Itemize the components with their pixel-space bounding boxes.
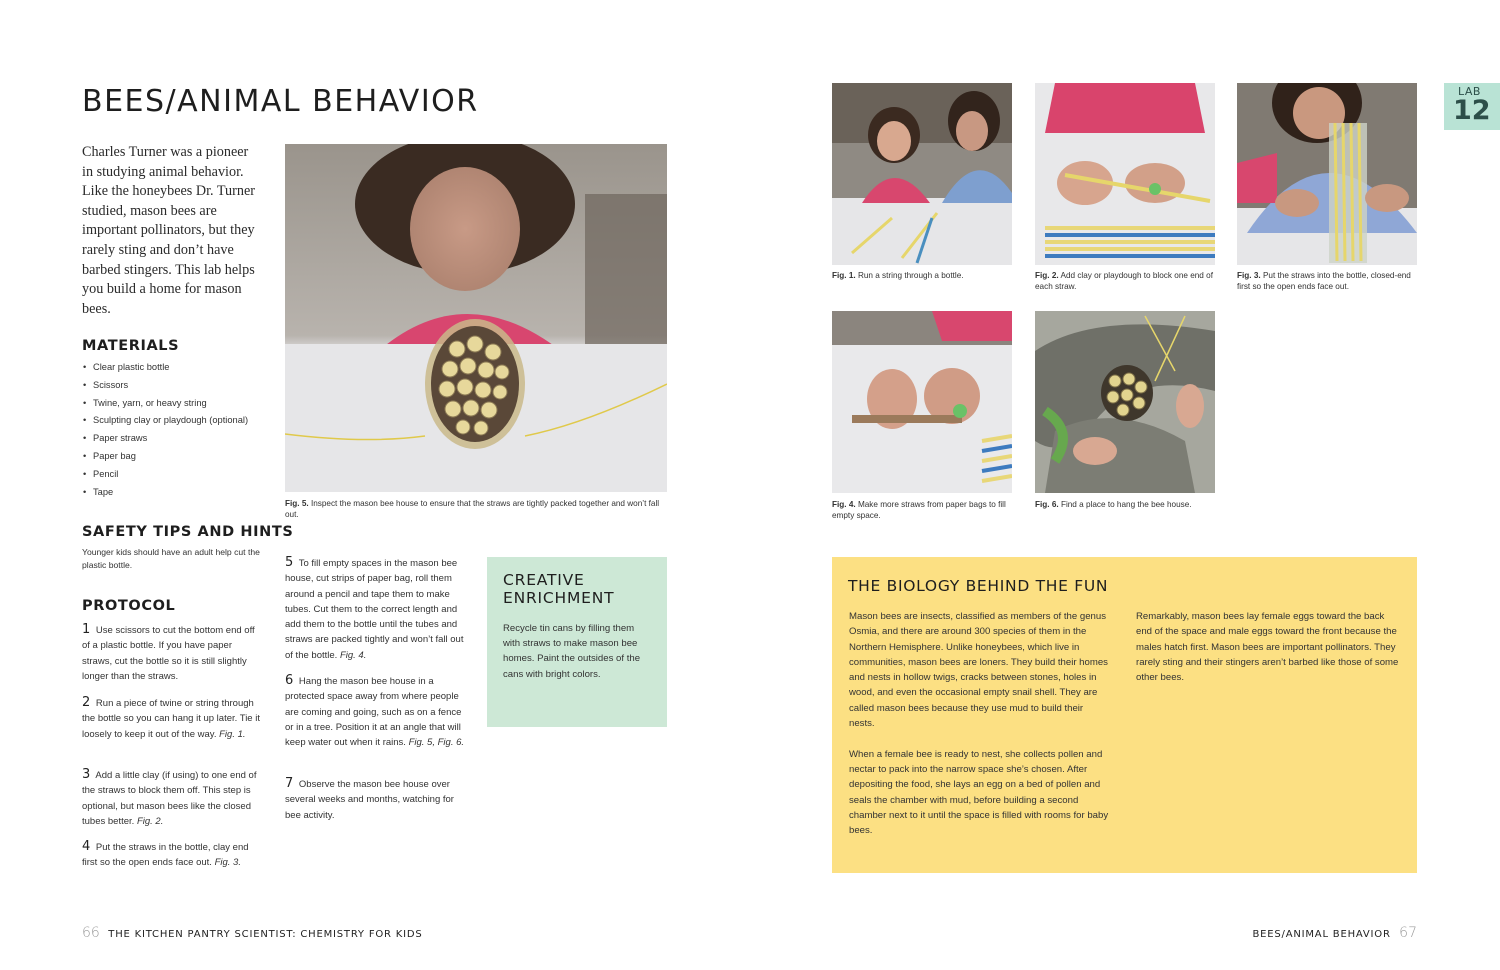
step-figure-ref: Fig. 3. bbox=[214, 857, 241, 869]
footer-left-title: THE KITCHEN PANTRY SCIENTIST: CHEMISTRY FOR KIDS bbox=[108, 929, 423, 940]
step-number: 5 bbox=[285, 555, 294, 570]
footer-left bbox=[82, 924, 423, 942]
step-text: To fill empty spaces in the mason bee house, cut strips of paper bag, roll them around a pencil and tape them to make tubes. Cut them to the correct length and add them to the bottle until the tubes and straws are packed tightly and won’t fall out of the bottle. bbox=[285, 558, 464, 661]
caption-label: Fig. 5. bbox=[285, 499, 309, 508]
caption-text: Run a string through a bottle. bbox=[857, 271, 964, 280]
lab-tab bbox=[1444, 83, 1500, 130]
protocol-step bbox=[82, 767, 264, 829]
caption-fig1 bbox=[832, 271, 1012, 282]
caption-label: Fig. 6. bbox=[1035, 500, 1059, 509]
enrichment-text: Recycle tin cans by filling them with straws to make mason bee homes. Paint the outsides of the cans with bright colors. bbox=[503, 623, 641, 680]
step-text: Add a little clay (if using) to one end of the straws to block them off. This step is optional, but mason bees like the closed tubes better. bbox=[82, 770, 257, 827]
caption-text: Inspect the mason bee house to ensure that the straws are tightly packed together and won’t fall out. bbox=[285, 499, 660, 519]
caption-label: Fig. 2. bbox=[1035, 271, 1059, 280]
step-figure-ref: Fig. 5, Fig. 6. bbox=[408, 737, 465, 749]
biology-box bbox=[832, 557, 1417, 873]
page-title: BEES/ANIMAL BEHAVIOR bbox=[82, 84, 479, 119]
protocol-heading: PROTOCOL bbox=[82, 598, 176, 614]
caption-fig5 bbox=[285, 499, 667, 520]
safety-heading: SAFETY TIPS AND HINTS bbox=[82, 524, 294, 540]
step-number: 1 bbox=[82, 622, 91, 637]
caption-text: Make more straws from paper bags to fill empty space. bbox=[832, 500, 1006, 520]
photo-fig1 bbox=[832, 83, 1012, 265]
footer-right bbox=[1253, 924, 1418, 942]
materials-item: • Sculpting clay or playdough (optional) bbox=[82, 413, 248, 431]
caption-label: Fig. 4. bbox=[832, 500, 856, 509]
biology-heading: THE BIOLOGY BEHIND THE FUN bbox=[848, 577, 1109, 595]
step-figure-ref: Fig. 1. bbox=[219, 728, 246, 740]
caption-text: Find a place to hang the bee house. bbox=[1060, 500, 1192, 509]
footer-right-title: BEES/ANIMAL BEHAVIOR bbox=[1252, 929, 1391, 940]
lab-tab-number: 12 bbox=[1453, 95, 1491, 126]
step-figure-ref: Fig. 4. bbox=[339, 649, 367, 661]
step-text: Run a piece of twine or string through the bottle so you can hang it up later. Tie it loosely to keep it out of the way. bbox=[82, 698, 260, 740]
materials-item: • Pencil bbox=[82, 467, 248, 485]
materials-item: • Tape bbox=[82, 485, 248, 503]
page-number-right: 67 bbox=[1399, 925, 1417, 941]
materials-item: • Clear plastic bottle bbox=[82, 360, 248, 378]
materials-heading: MATERIALS bbox=[82, 338, 180, 354]
materials-item: • Paper bag bbox=[82, 449, 248, 467]
protocol-step bbox=[82, 622, 264, 684]
step-number: 6 bbox=[285, 673, 294, 688]
step-text: Put the straws in the bottle, clay end first so the open ends face out. bbox=[82, 842, 249, 869]
caption-fig6 bbox=[1035, 500, 1215, 511]
protocol-step bbox=[285, 555, 467, 663]
step-number: 2 bbox=[82, 695, 91, 710]
materials-item: • Paper straws bbox=[82, 431, 248, 449]
materials-list bbox=[82, 360, 248, 502]
step-text: Use scissors to cut the bottom end off of a plastic bottle. If you have paper straws, cut the bottle so it is still slightly longer than the straws. bbox=[82, 625, 255, 682]
creative-enrichment-box bbox=[487, 557, 667, 727]
protocol-step bbox=[82, 695, 264, 742]
photo-fig2 bbox=[1035, 83, 1215, 265]
lab-tab-word: LAB bbox=[1458, 85, 1481, 98]
photo-fig6 bbox=[1035, 311, 1215, 493]
caption-label: Fig. 1. bbox=[832, 271, 856, 280]
caption-text: Add clay or playdough to block one end of each straw. bbox=[1035, 271, 1213, 291]
step-text: Observe the mason bee house over several weeks and months, watching for bee activity. bbox=[285, 779, 454, 821]
photo-fig3 bbox=[1237, 83, 1417, 265]
photo-fig5 bbox=[285, 144, 667, 492]
protocol-step bbox=[82, 839, 264, 871]
step-number: 7 bbox=[285, 776, 294, 791]
photo-fig4 bbox=[832, 311, 1012, 493]
biology-column-1 bbox=[849, 609, 1111, 838]
step-figure-ref: Fig. 2. bbox=[136, 815, 164, 827]
page-number-left: 66 bbox=[82, 925, 100, 941]
step-number: 4 bbox=[82, 839, 91, 854]
intro-paragraph: Charles Turner was a pioneer in studying animal behavior. Like the honeybees Dr. Turner studied, mason bees are important pollinators, but they rarely sting and don’t have barbed stingers. This lab helps you build a home for mason bees. bbox=[82, 144, 255, 317]
materials-item: • Scissors bbox=[82, 378, 248, 396]
protocol-step bbox=[285, 776, 467, 823]
caption-fig2 bbox=[1035, 271, 1215, 292]
enrichment-heading: CREATIVE ENRICHMENT bbox=[503, 571, 615, 607]
protocol-step bbox=[285, 673, 467, 750]
materials-item: • Twine, yarn, or heavy string bbox=[82, 396, 248, 414]
biology-column-2: Remarkably, mason bees lay female eggs toward the back end of the space and male eggs toward the front because the males hatch first. Mason bees are important pollinators. They rarely sting and their stingers aren’t barbed like those of some other bees. bbox=[1136, 611, 1399, 684]
step-text: Hang the mason bee house in a protected space away from where people are coming and going, such as on a fence or in a tree. Position it at an angle that will keep water out when it rains. bbox=[285, 676, 462, 749]
step-number: 3 bbox=[82, 767, 91, 782]
biology-paragraph: Mason bees are insects, classified as members of the genus Osmia, and there are around 300 species of them in the Northern Hemisphere. Unlike honeybees, which live in communities, mason bees are loners. They build their homes and nests in hollow twigs, cracks between stones, holes in wood, and even the occasional empty snail shell. They are called mason bees because they use mud to build their nests. bbox=[849, 611, 1108, 730]
caption-fig4 bbox=[832, 500, 1012, 521]
caption-text: Put the straws into the bottle, closed-end first so the open ends face out. bbox=[1237, 271, 1411, 291]
biology-paragraph: When a female bee is ready to nest, she collects pollen and nectar to pack into the narrow space she’s chosen. After depositing the food, she lays an egg on a bed of pollen and seals the chamber with mud, before building a second chamber next to it until the space is filled with rooms for baby bees. bbox=[849, 748, 1109, 837]
caption-label: Fig. 3. bbox=[1237, 271, 1261, 280]
safety-text: Younger kids should have an adult help cut the plastic bottle. bbox=[82, 547, 260, 570]
caption-fig3 bbox=[1237, 271, 1417, 292]
